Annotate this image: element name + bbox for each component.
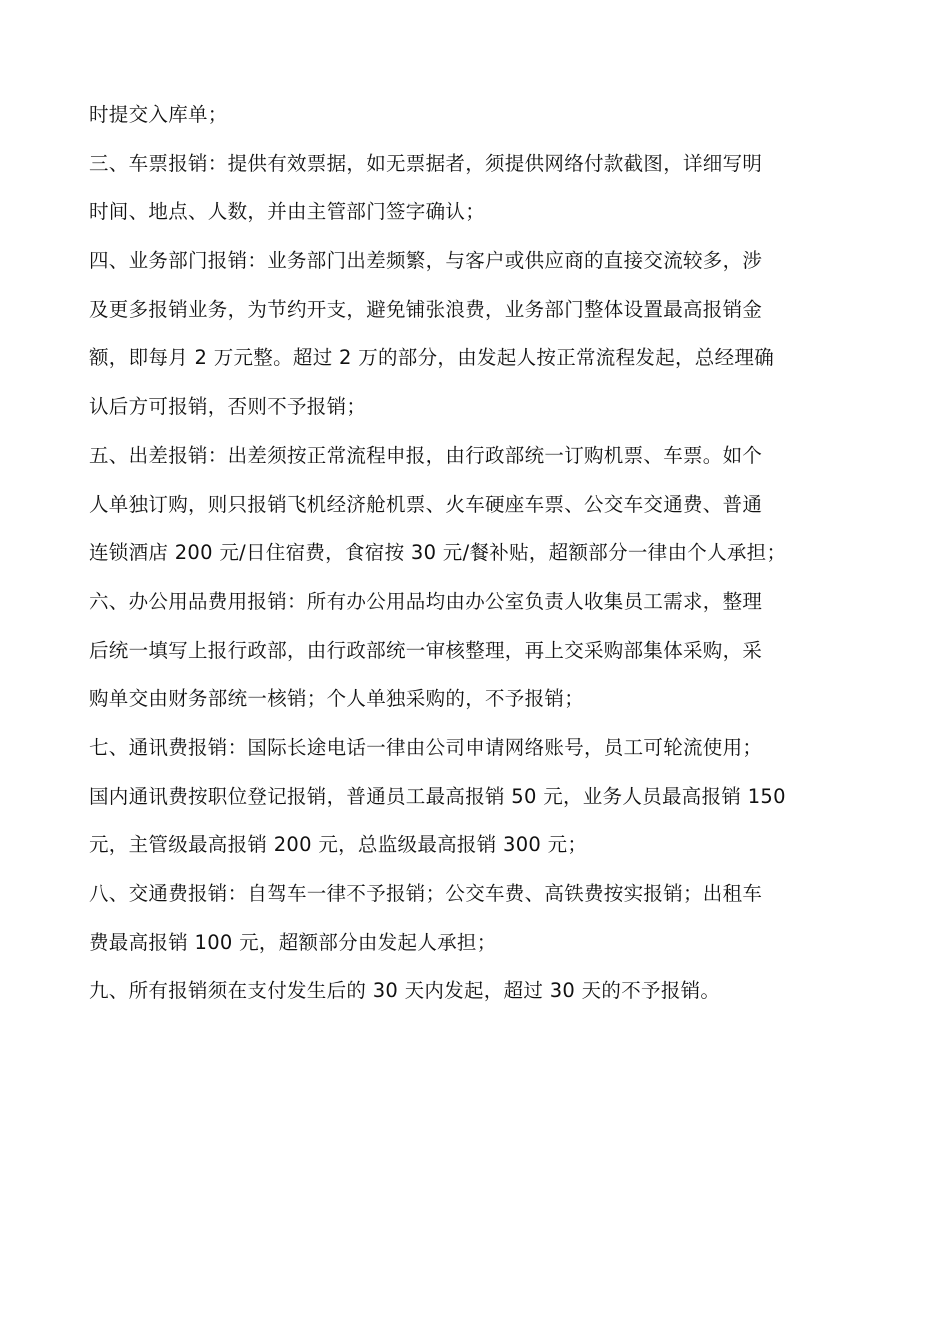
text-line: 及更多报销业务，为节约开支，避免铺张浪费，业务部门整体设置最高报销金: [89, 297, 763, 321]
text-line: 时间、地点、人数，并由主管部门签字确认；: [89, 200, 486, 224]
text-line: 八、交通费报销：自驾车一律不予报销；公交车费、高铁费按实报销；出租车: [89, 882, 763, 905]
text-line: 连锁酒店 200 元/日住宿费，食宿按 30 元/餐补贴，超额部分一律由个人承担；: [89, 541, 787, 565]
text-line: 认后方可报销，否则不予报销；: [89, 395, 367, 419]
text-line: 七、通讯费报销：国际长途电话一律由公司申请网络账号，员工可轮流使用；: [89, 735, 763, 759]
text-line: 四、业务部门报销：业务部门出差频繁，与客户或供应商的直接交流较多，涉: [89, 249, 763, 273]
text-line: 后统一填写上报行政部，由行政部统一审核整理，再上交采购部集体采购，采: [89, 638, 763, 662]
text-line: 五、出差报销：出差须按正常流程申报，由行政部统一订购机票、车票。如个: [89, 443, 763, 467]
text-line: 国内通讯费按职位登记报销，普通员工最高报销 50 元，业务人员最高报销 150: [89, 784, 786, 808]
text-line: 额，即每月 2 万元整。超过 2 万的部分，由发起人按正常流程发起，总经理确: [89, 346, 775, 370]
text-line: 三、车票报销：提供有效票据，如无票据者，须提供网络付款截图，详细写明: [89, 151, 763, 175]
text-line: 购单交由财务部统一核销；个人单独采购的，不予报销；: [89, 687, 585, 711]
text-line: 费最高报销 100 元，超额部分由发起人承担；: [89, 930, 497, 954]
text-line: 九、所有报销须在支付发生后的 30 天内发起，超过 30 天的不予报销。: [89, 979, 721, 1003]
text-line: 元，主管级最高报销 200 元，总监级最高报销 300 元；: [89, 833, 588, 857]
document-body: [89, 91, 859, 1016]
text-line: 六、办公用品费用报销：所有办公用品均由办公室负责人收集员工需求，整理: [89, 589, 763, 613]
text-line: 人单独订购，则只报销飞机经济舱机票、火车硬座车票、公交车交通费、普通: [89, 492, 763, 516]
text-line: 时提交入库单；: [89, 103, 228, 126]
